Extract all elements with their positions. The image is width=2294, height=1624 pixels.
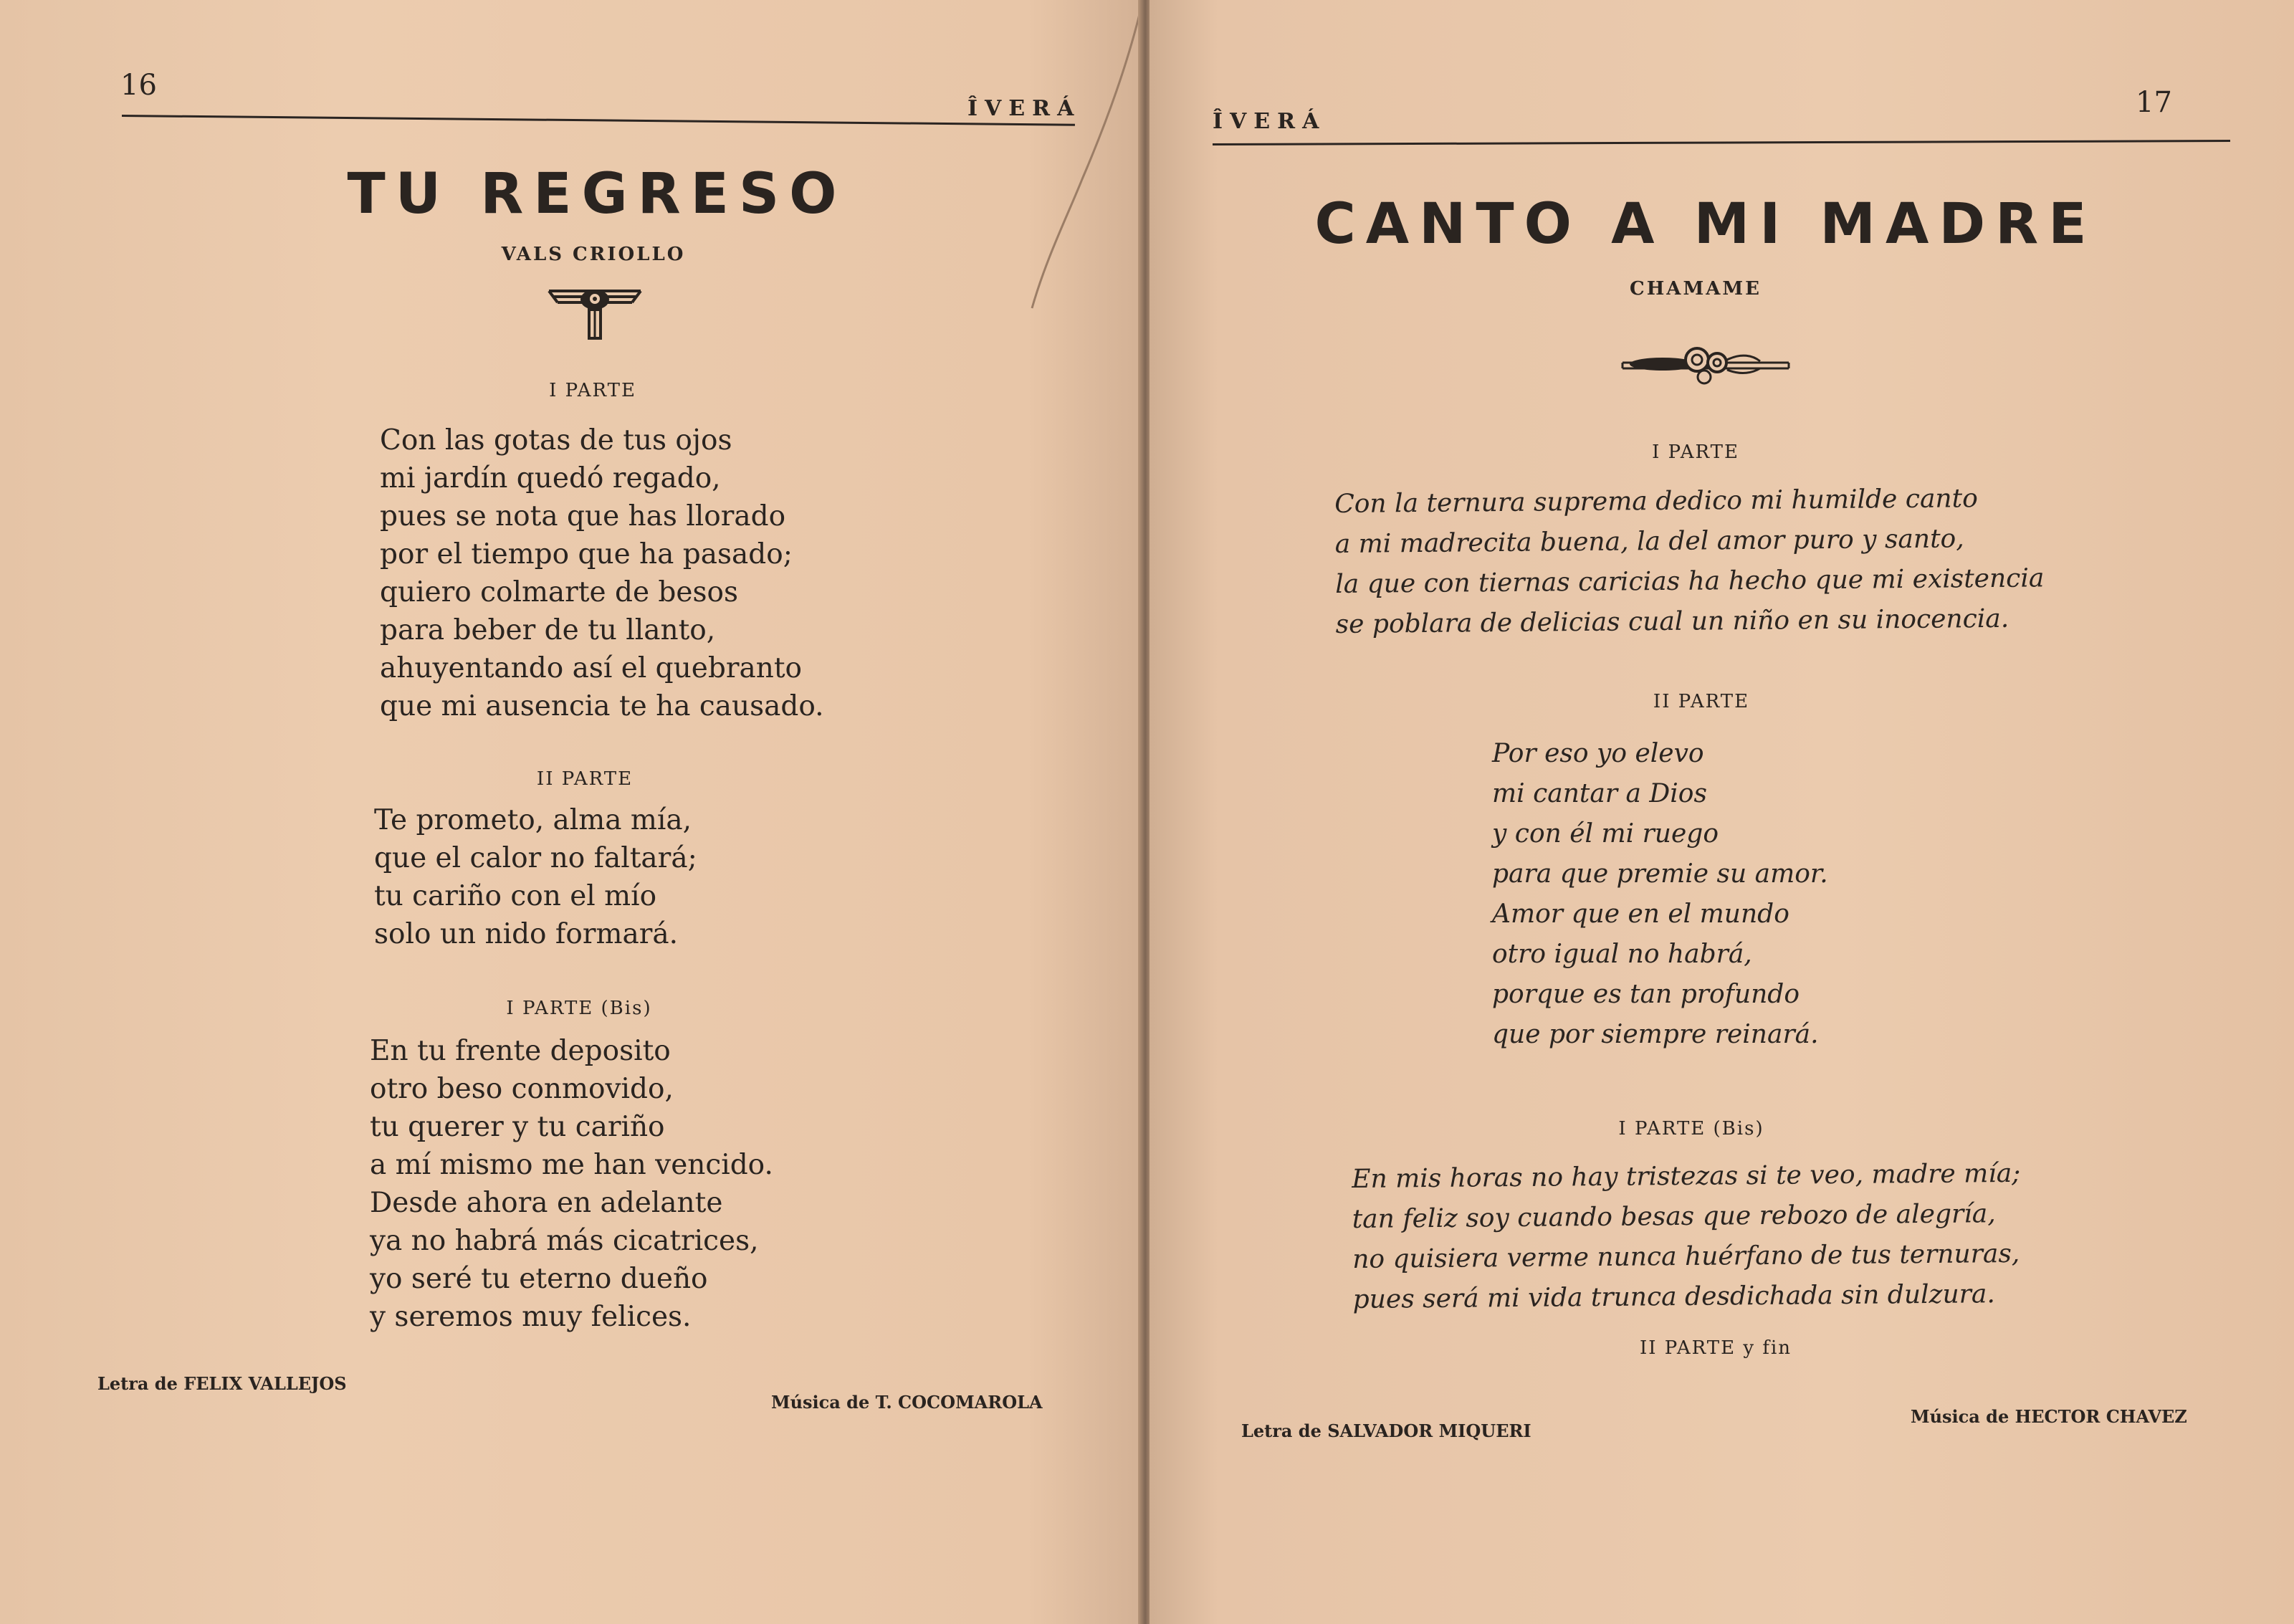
verse-line: En tu frente deposito — [370, 1035, 671, 1067]
page-number: 17 — [2136, 86, 2172, 119]
music-credit: Música de HECTOR CHAVEZ — [1911, 1406, 2187, 1427]
lyrics-credit: Letra de FELIX VALLEJOS — [97, 1373, 347, 1394]
verse-line: para beber de tu llanto, — [380, 614, 716, 646]
verse-line: mi cantar a Dios — [1492, 779, 1707, 808]
section-heading: II PARTE — [1653, 691, 1750, 712]
verse-line: Te prometo, alma mía, — [374, 804, 692, 836]
verse-line: que el calor no faltará; — [374, 842, 697, 874]
verse-line: ahuyentando así el quebranto — [380, 652, 802, 684]
song-title: TU REGRESO — [347, 162, 847, 226]
verse-line: yo seré tu eterno dueño — [370, 1263, 708, 1295]
verse-line: quiero colmarte de besos — [380, 576, 738, 608]
verse-block — [1352, 1154, 2022, 1320]
song-genre: CHAMAME — [1630, 278, 1762, 300]
verse-line: tu querer y tu cariño — [370, 1111, 665, 1143]
song-genre: VALS CRIOLLO — [501, 244, 686, 265]
verse-line: Desde ahora en adelante — [370, 1187, 723, 1219]
verse-block — [1334, 478, 2045, 645]
verse-block — [370, 1032, 773, 1336]
verse-line: En mis horas no hay tristezas si te veo, madre mía; — [1352, 1158, 2021, 1194]
verse-line: Con las gotas de tus ojos — [380, 424, 732, 457]
running-head: ÎVERÁ — [1213, 109, 1327, 134]
rose-ornament — [1620, 343, 1792, 390]
verse-line: pues se nota que has llorado — [380, 500, 786, 532]
verse-block — [374, 801, 697, 953]
paper-crease — [1018, 14, 1147, 315]
page-number: 16 — [120, 69, 157, 102]
verse-line: Con la ternura suprema dedico mi humilde canto — [1334, 484, 1978, 519]
verse-line: solo un nido formará. — [374, 918, 678, 950]
verse-block — [1492, 734, 1828, 1055]
music-credit: Música de T. COCOMAROLA — [771, 1392, 1043, 1413]
verse-line: ya no habrá más cicatrices, — [370, 1225, 759, 1257]
verse-line: por el tiempo que ha pasado; — [380, 538, 793, 570]
verse-block — [380, 421, 824, 725]
closing-note: II PARTE y fin — [1639, 1337, 1792, 1359]
verse-line: y seremos muy felices. — [370, 1301, 692, 1333]
verse-line: la que con tiernas caricias ha hecho que mi existencia — [1335, 563, 2045, 599]
section-heading: I PARTE (Bis) — [1618, 1118, 1764, 1140]
section-heading: II PARTE — [536, 768, 634, 790]
arrow-bird-ornament — [546, 285, 644, 343]
verse-line: se poblara de delicias cual un niño en su inocencia. — [1335, 603, 2009, 639]
right-page — [1150, 0, 2294, 1624]
song-title: CANTO A MI MADRE — [1314, 192, 2097, 257]
verse-line: mi jardín quedó regado, — [380, 462, 721, 495]
header-rule — [122, 115, 1075, 126]
verse-line: que por siempre reinará. — [1492, 1020, 1819, 1049]
verse-line: Amor que en el mundo — [1492, 899, 1789, 929]
lyrics-credit: Letra de SALVADOR MIQUERI — [1241, 1420, 1531, 1441]
section-heading: I PARTE — [1652, 441, 1739, 463]
running-head: ÎVERÁ — [967, 96, 1081, 121]
verse-line: otro igual no habrá, — [1492, 940, 1752, 969]
verse-line: Por eso yo elevo — [1492, 739, 1704, 768]
verse-line: no quisiera verme nunca huérfano de tus ternuras, — [1352, 1238, 2020, 1274]
verse-line: otro beso conmovido, — [370, 1073, 674, 1105]
section-heading: I PARTE — [549, 380, 636, 401]
verse-line: para que premie su amor. — [1492, 859, 1828, 889]
verse-line: a mi madrecita buena, la del amor puro y santo, — [1334, 524, 1964, 559]
section-heading: I PARTE (Bis) — [506, 998, 652, 1019]
verse-line: y con él mi ruego — [1492, 819, 1719, 849]
verse-line: a mí mismo me han vencido. — [370, 1149, 773, 1181]
header-rule — [1213, 140, 2230, 145]
left-page — [0, 0, 1141, 1624]
verse-line: que mi ausencia te ha causado. — [380, 690, 824, 722]
verse-line: tan feliz soy cuando besas que rebozo de alegría, — [1352, 1199, 1996, 1234]
verse-line: porque es tan profundo — [1492, 980, 1800, 1009]
verse-line: pues será mi vida trunca desdichada sin dulzura. — [1352, 1279, 1995, 1314]
verse-line: tu cariño con el mío — [374, 880, 657, 912]
